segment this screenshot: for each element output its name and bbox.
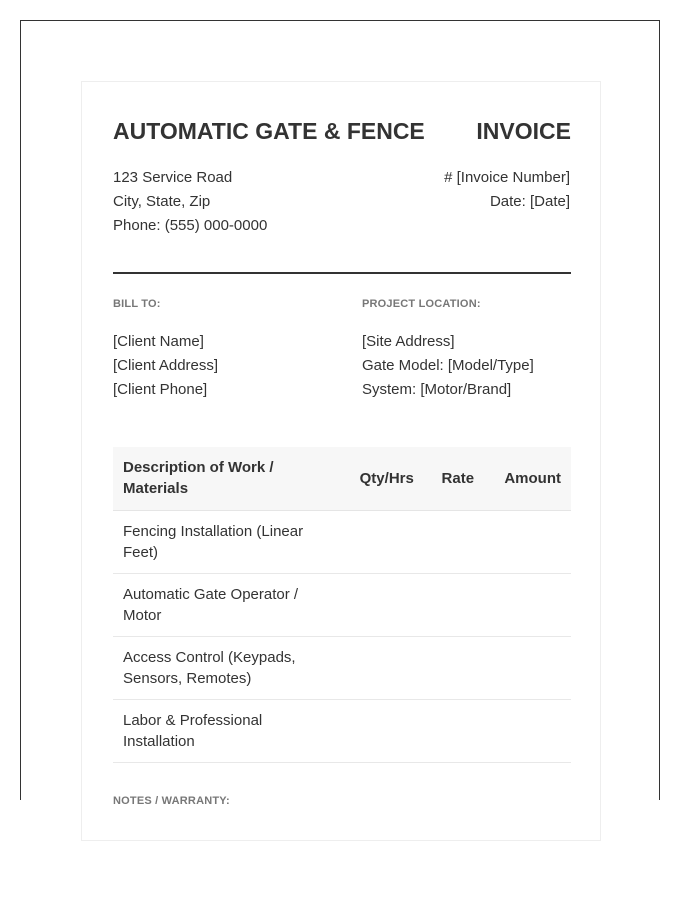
row-qty bbox=[345, 573, 429, 636]
table-row bbox=[113, 636, 571, 699]
invoice-title: INVOICE bbox=[476, 118, 571, 144]
column-header-amount: Amount bbox=[487, 447, 571, 510]
company-address-line: 123 Service Road bbox=[113, 169, 233, 186]
table-row bbox=[113, 699, 571, 762]
line-items-table bbox=[113, 447, 571, 763]
notes-warranty-label: NOTES / WARRANTY: bbox=[113, 795, 230, 807]
table-row bbox=[113, 573, 571, 636]
row-amount bbox=[487, 510, 571, 573]
invoice-meta bbox=[444, 166, 570, 214]
client-name: [Client Name] bbox=[113, 333, 204, 350]
column-header-rate: Rate bbox=[429, 447, 487, 510]
client-address: [Client Address] bbox=[113, 357, 219, 374]
bill-to-details bbox=[113, 330, 218, 402]
row-amount bbox=[487, 699, 571, 762]
column-header-description: Description of Work / Materials bbox=[113, 447, 345, 510]
invoice-document bbox=[81, 81, 601, 841]
invoice-date: Date: [Date] bbox=[489, 193, 570, 210]
invoice-number: # [Invoice Number] bbox=[444, 169, 570, 186]
row-rate bbox=[429, 573, 487, 636]
page-frame bbox=[20, 20, 660, 807]
client-phone: [Client Phone] bbox=[113, 381, 208, 398]
company-phone: Phone: (555) 000-0000 bbox=[113, 217, 268, 234]
project-location-label: PROJECT LOCATION: bbox=[362, 298, 481, 310]
company-address-line: City, State, Zip bbox=[113, 193, 211, 210]
table-header-row bbox=[113, 447, 571, 510]
row-description: Access Control (Keypads, Sensors, Remotes) bbox=[113, 636, 345, 699]
row-rate bbox=[429, 699, 487, 762]
table-row bbox=[113, 510, 571, 573]
company-name: AUTOMATIC GATE & FENCE bbox=[113, 118, 425, 144]
row-description: Labor & Professional Installation bbox=[113, 699, 345, 762]
company-address bbox=[113, 166, 267, 238]
row-description: Automatic Gate Operator / Motor bbox=[113, 573, 345, 636]
gate-model: Gate Model: [Model/Type] bbox=[362, 357, 534, 374]
column-header-qty: Qty/Hrs bbox=[345, 447, 429, 510]
row-rate bbox=[429, 636, 487, 699]
row-qty bbox=[345, 699, 429, 762]
gate-system: System: [Motor/Brand] bbox=[362, 381, 512, 398]
row-qty bbox=[345, 636, 429, 699]
row-description: Fencing Installation (Linear Feet) bbox=[113, 510, 345, 573]
row-amount bbox=[487, 573, 571, 636]
row-rate bbox=[429, 510, 487, 573]
project-location-details bbox=[362, 330, 534, 402]
row-amount bbox=[487, 636, 571, 699]
bill-to-label: BILL TO: bbox=[113, 298, 161, 310]
invoice-header bbox=[113, 118, 571, 145]
header-divider bbox=[113, 272, 571, 274]
site-address: [Site Address] bbox=[362, 333, 455, 350]
row-qty bbox=[345, 510, 429, 573]
